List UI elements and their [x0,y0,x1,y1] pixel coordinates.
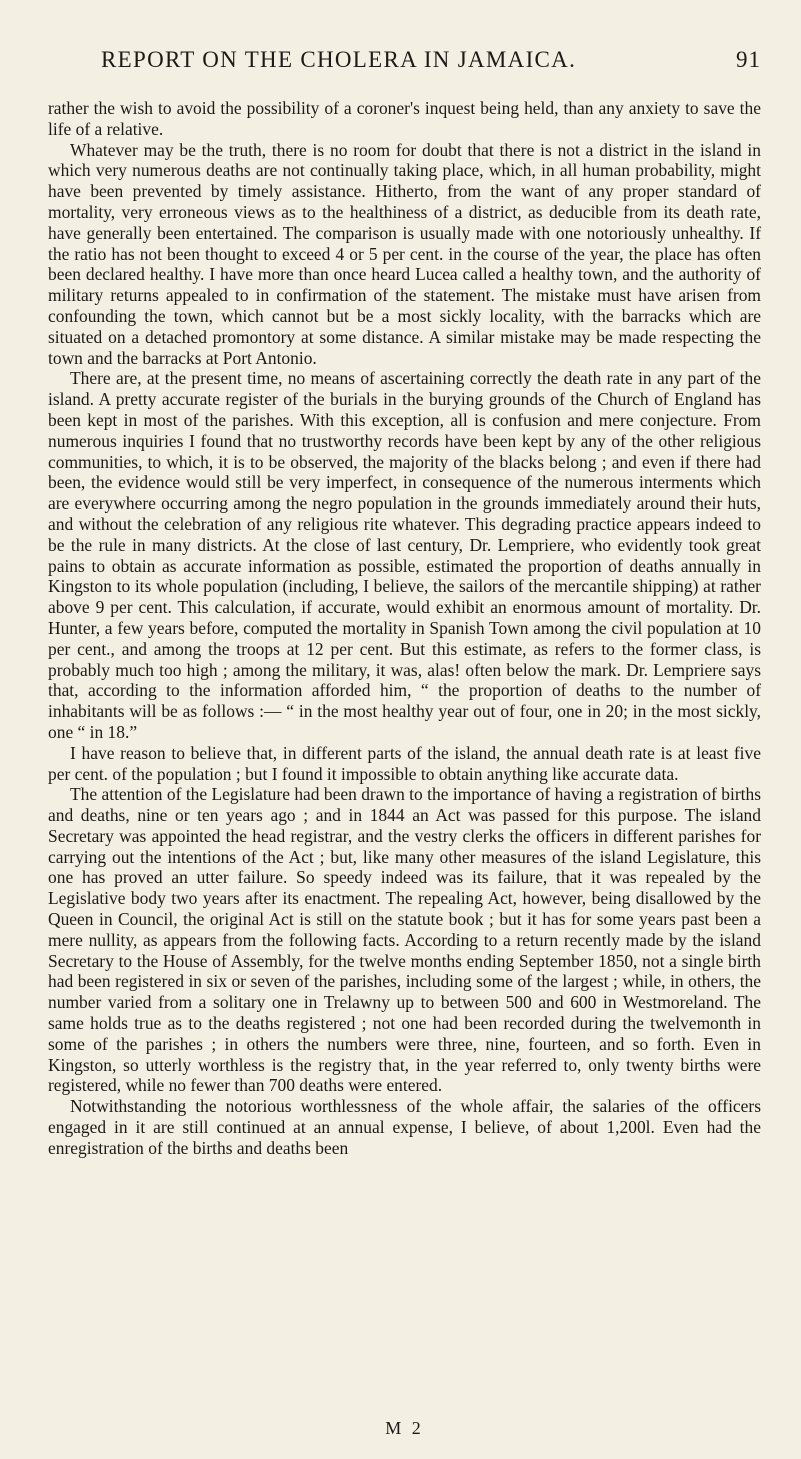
paragraph-continuation: rather the wish to avoid the possibility of a coroner's inquest being held, than any anxiety to save the life of a relative. [48,98,761,139]
paragraph-standard-of-mortality: Whatever may be the truth, there is no room for doubt that there is not a district in the island in which very numerous deaths are not continually taking place, which, in all human probability, might have been prevented by timely assistance. Hitherto, from the want of any proper standard of mortality, very erroneous views as to the healthiness of a district, as deducible from its death rate, have generally been entertained. The comparison is usually made with one notoriously unhealthy. If the ratio has not been thought to exceed 4 or 5 per cent. in the course of the year, the place has often been declared healthy. I have more than once heard Lucea called a healthy town, and the authority of military returns appealed to in confirmation of the statement. The mistake must have arisen from confounding the town, which cannot but be a most sickly locality, with the barracks which are situated on a detached promontory at some distance. A similar mistake may be made respecting the town and the barracks at Port Antonio. [48,139,761,368]
paragraph-death-rate-records: There are, at the present time, no means of ascertaining correctly the death rate in any part of the island. A pretty accurate register of the burials in the burying grounds of the Church of England has been kept in most of the parishes. With this exception, all is confusion and mere conjecture. From numerous inquiries I found that no trustworthy records have been kept by any of the other religious communities, to which, it is to be observed, the majority of the blacks belong ; and even if there had been, the evidence would still be very imperfect, in consequence of the numerous interments which are everywhere occurring among the negro population in the grounds immediately around their huts, and without the celebration of any religious rite whatever. This degrading practice appears indeed to be the rule in many districts. At the close of last century, Dr. Lempriere, who evidently took great pains to obtain as accurate information as possible, estimated the proportion of deaths annually in Kingston to its whole population (including, I believe, the sailors of the mercantile shipping) at rather above 9 per cent. This calculation, if accurate, would exhibit an enormous amount of mortality. Dr. Hunter, a few years before, computed the mortality in Spanish Town among the civil population at 10 per cent., and among the troops at 12 per cent. But this estimate, as refers to the former class, is probably much too high ; among the military, it was, alas! often below the mark. Dr. Lempriere says that, according to the information afforded him, “ the proportion of deaths to the number of inhabitants will be as follows :— “ in the most healthy year out of four, one in 20; in the most sickly, one “ in 18.” [48,368,761,742]
book-page [48,0,761,1438]
page-number: 91 [736,47,761,72]
paragraph-annual-death-rate: I have reason to believe that, in different parts of the island, the annual death rate is at least five per cent. of the population ; but I found it impossible to obtain anything like accurate data. [48,742,761,784]
running-title: REPORT ON THE CHOLERA IN JAMAICA. [101,47,577,72]
paragraph-registration-act: The attention of the Legislature had been drawn to the importance of having a registration of births and deaths, nine or ten years ago ; and in 1844 an Act was passed for this purpose. The island Secretary was appointed the head registrar, and the vestry clerks the officers in different parishes for carrying out the intentions of the Act ; but, like many other measures of the island Legislature, this one has proved an utter failure. So speedy indeed was its failure, that it was repealed by the Legislative body two years after its enactment. The repealing Act, however, being disallowed by the Queen in Council, the original Act is still on the statute book ; but it has for some years past been a mere nullity, as appears from the following facts. According to a return recently made by the island Secretary to the House of Assembly, for the twelve months ending September 1850, not a single birth had been registered in six or seven of the parishes, including some of the largest ; while, in others, the number varied from a solitary one in Trelawny up to between 500 and 600 in Westmoreland. The same holds true as to the deaths registered ; not one had been recorded during the twelvemonth in some of the parishes ; in others the numbers were three, nine, fourteen, and so forth. Even in Kingston, so utterly worthless is the registry that, in the year referred to, only twenty births were registered, while no fewer than 700 deaths were entered. [48,784,761,1096]
paragraph-salaries: Notwithstanding the notorious worthlessness of the whole affair, the salaries of the officers engaged in it are still continued at an annual expense, I believe, of about 1,200l. Even had the enregistration of the births and deaths been [48,1096,761,1158]
page-header [48,0,761,100]
body-text [48,98,761,1159]
signature-mark: M 2 [385,1418,424,1438]
